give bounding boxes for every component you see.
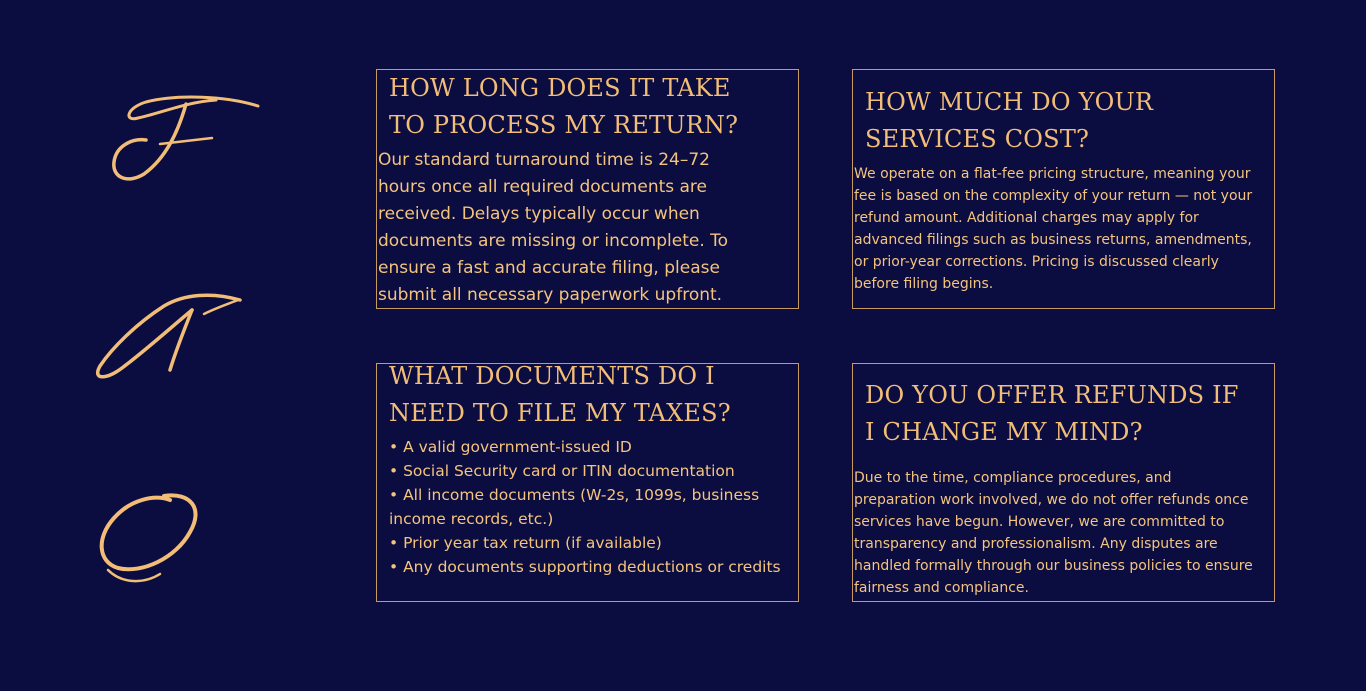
script-q-icon — [94, 488, 204, 588]
list-item: • Any documents supporting deductions or credits — [389, 558, 781, 576]
documents-list — [389, 435, 789, 579]
faq-question: DO YOU OFFER REFUNDS IF I CHANGE MY MIND? — [865, 381, 1239, 446]
faq-card-turnaround — [376, 69, 799, 309]
faq-card-refunds — [852, 363, 1275, 602]
faq-answer: Due to the time, compliance procedures, and preparation work involved, we do not offer refunds once services have begun. However, we are committed to transparency and professionalism. Any disputes are handled formally through our business policies to ensure fairness and compliance. — [854, 470, 1253, 596]
decorative-letter-q — [94, 488, 204, 588]
decorative-letter-a — [88, 290, 248, 382]
list-item: • Social Security card or ITIN documentation — [389, 462, 735, 480]
faq-question: HOW LONG DOES IT TAKE TO PROCESS MY RETURN? — [389, 74, 739, 139]
faq-answer: We operate on a flat-fee pricing structure, meaning your fee is based on the complexity of your return — not your refund amount. Additional charges may apply for advanced filings such as business returns, amendments, or prior-year corrections. Pricing is discussed clearly before filing begins. — [854, 166, 1253, 292]
faq-question: WHAT DOCUMENTS DO I NEED TO FILE MY TAXES? — [389, 362, 731, 427]
faq-card-cost — [852, 69, 1275, 309]
script-a-icon — [88, 290, 248, 382]
list-item: • A valid government-issued ID — [389, 438, 632, 456]
faq-answer: Our standard turnaround time is 24–72 hours once all required documents are received. Delays typically occur when documents are missing or incomplete. To ensure a fast and accurate filing, please submit all necessary paperwork upfront. — [378, 150, 729, 305]
faq-question: HOW MUCH DO YOUR SERVICES COST? — [865, 88, 1154, 153]
list-item: • Prior year tax return (if available) — [389, 534, 662, 552]
faq-card-documents — [376, 363, 799, 602]
list-item: • All income documents (W-2s, 1099s, business income records, etc.) — [389, 486, 760, 528]
script-f-icon — [108, 92, 263, 184]
decorative-letter-f — [108, 92, 263, 184]
